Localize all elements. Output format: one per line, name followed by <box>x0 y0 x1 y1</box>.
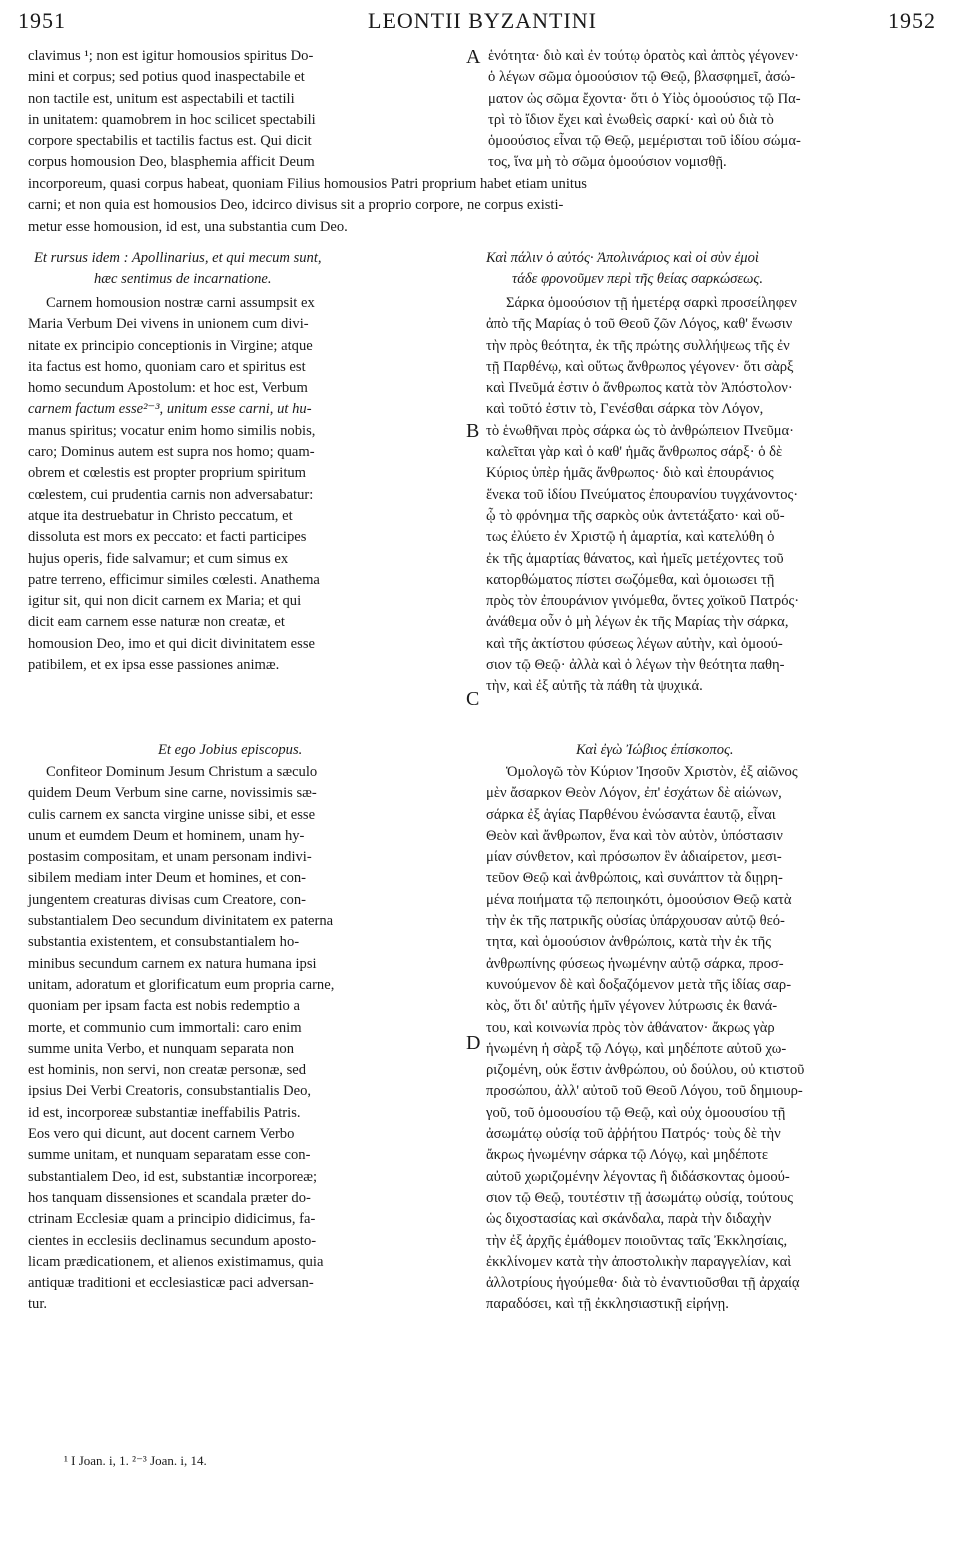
text-line: minibus secundum carnem ex natura humana ipsi <box>28 955 317 972</box>
text-line: ἀνθρωπίνης φύσεως ἡνωμένην αὐτῷ σάρκα, προσ- <box>486 955 784 972</box>
text-line: τητα, καὶ ὁμοούσιον ἀνθρώποις, κατὰ τὴν ἐκ τῆς <box>486 934 771 951</box>
text-line: antiquæ traditioni et ecclesiasticæ paci adversan- <box>28 1275 314 1292</box>
text-line: unitam, adoratum et glorificatum eum propria carne, <box>28 976 335 993</box>
text-line: patre terreno, efficimur similes cœlesti. Anathema <box>28 571 320 588</box>
text-line: nitate ex principio conceptionis in Virgine; atque <box>28 337 313 354</box>
section2-heading-latin: Et ego Jobius episcopus. <box>158 742 303 758</box>
text-line: Σάρκα ὁμοούσιον τῇ ἡμετέρᾳ σαρκὶ προσείληφεν <box>506 295 797 311</box>
text-line: ᾧ τὸ φρόνημα τῆς σαρκὸς οὐκ ἀντετάξατο· καὶ οὕ- <box>486 507 785 524</box>
text-line: summe unitam, et nunquam separatam esse con- <box>28 1147 311 1164</box>
text-line: obrem et cœlestis est propter proprium spiritum <box>28 465 307 482</box>
text-line: culis carnem ex sancta virgine unisse sibi, et esse <box>28 806 316 823</box>
text-line: postasim compositam, et unam personam indivi- <box>28 849 312 866</box>
text-line: mini et corpus; sed potius quod inaspectabile et <box>28 69 305 86</box>
text-line: τως ἐλύετο ἐν Χριστῷ ἡ ἁμαρτία, καὶ κατελύθη ὁ <box>486 529 775 546</box>
text-line: patibilem, et ex ipsa esse passiones animæ. <box>28 657 280 674</box>
text-line: του, καὶ κοινωνία πρὸς τὸν ἀθάνατον· ἄκρως γὰρ <box>486 1019 775 1036</box>
text-line: clavimus ¹; non est igitur homousios spiritus Do- <box>28 48 314 64</box>
text-line: dissoluta est mors ex peccato: et facti participes <box>28 529 307 546</box>
text-line: ὡς διχοστασίας καὶ σκάνδαλα, παρὰ τὴν διδαχὴν <box>486 1211 772 1228</box>
page-number-right: 1952 <box>888 8 936 33</box>
text-line: ριζομένη, οὐκ ἔστιν ἀνθρώπου, οὐ δούλου, οὐ κτιστοῦ <box>486 1062 805 1079</box>
text-line: incorporeum, quasi corpus habeat, quoniam Filius homousios Patri proprium habet etiam unitus <box>28 176 587 192</box>
text-line: corpus homousion Deo, blasphemia afficit Deum <box>28 154 315 171</box>
text-line: ἀνάθεμα οὖν ὁ μὴ λέγων ἐκ τῆς Μαρίας τὴν σάρκα, <box>486 614 789 631</box>
text-line: hujus operis, fide salvamur; et cum simus ex <box>28 550 289 567</box>
text-line: quoniam per ipsam facta est nobis redemptio a <box>28 998 300 1015</box>
text-line: τὴν ἐξ ἀρχῆς ἐμάθομεν ποιοῦντας ταῖς Ἐκκλησίαις, <box>486 1232 788 1249</box>
top-right-column <box>488 46 801 174</box>
margin-letter-c: C <box>466 688 480 710</box>
text-line: μὲν ἄσαρκον Θεὸν Λόγον, ἐπ' ἐσχάτων δὲ αἰώνων, <box>486 785 782 802</box>
text-line: Confiteor Dominum Jesum Christum a sæculo <box>46 764 318 780</box>
text-line: licam prædicationem, et alienos existimamus, quia <box>28 1253 324 1270</box>
text-line: ipsius Dei Verbi Creatoris, consubstantialis Deo, <box>28 1083 312 1100</box>
text-line: τὴν πρὸς θεότητα, ἐκ τῆς πρώτης συλλήψεως τῆς ἐν <box>486 337 790 354</box>
text-line: summe unita Verbo, et nunquam separata non <box>28 1040 295 1057</box>
text-line: τὸ ἑνωθῆναι πρὸς σάρκα ὡς τὸ ἀνθρώπειον Πνεῦμα· <box>486 422 795 439</box>
text-line: κυνούμενον δὲ καὶ δοξαζόμενον μετὰ τῆς ἰδίας σαρ- <box>486 976 792 993</box>
text-line: Ὁμολογῶ τὸν Κύριον Ἰησοῦν Χριστὸν, ἐξ αἰῶνος <box>506 764 798 780</box>
text-line: dicit eam carnem esse naturæ non creatæ, et <box>28 614 285 631</box>
footnote: ¹ I Joan. i, 1. ²⁻³ Joan. i, 14. <box>64 1453 207 1468</box>
text-line: καὶ τῆς ἀκτίστου φύσεως λέγων αὐτὴν, καὶ ὁμοού- <box>486 635 783 652</box>
text-line: manus spiritus; vocatur enim homo similis nobis, <box>28 422 316 439</box>
text-line: προσώπου, ἀλλ' αὐτοῦ τοῦ Θεοῦ Λόγου, τοῦ δημιουρ- <box>486 1083 803 1100</box>
margin-letter-a: A <box>466 46 481 68</box>
text-line: ἡνωμένη ἡ σὰρξ τῷ Λόγῳ, καὶ μηδέποτε αὐτοῦ χω- <box>486 1040 787 1057</box>
text-line: παραδόσει, καὶ τῇ ἐκκλησιαστικῇ εἰρήνῃ. <box>486 1296 729 1313</box>
text-line: Carnem homousion nostræ carni assumpsit ex <box>46 295 315 311</box>
margin-letter-d: D <box>466 1032 481 1054</box>
text-line: ματον ὡς σῶμα ἔχοντα· ὅτι ὁ Υἱὸς ὁμοούσιος τῷ Πα- <box>488 90 801 107</box>
text-line: μίαν σύνθετον, καὶ πρόσωπον ἓν ἀδιαίρετον, μεσι- <box>486 849 782 866</box>
text-line: σάρκα ἐξ ἁγίας Παρθένου ἑνώσαντα ἑαυτῷ, εἶναι <box>486 806 776 823</box>
text-line: τὴν, καὶ ἐξ αὐτῆς τὰ πάθη τὰ ψυχικά. <box>486 678 703 695</box>
page-number-left: 1951 <box>18 8 66 33</box>
text-line: τὴν ἐκ τῆς πατρικῆς οὐσίας ὑπάρχουσαν αὐτῷ θεό- <box>486 913 785 930</box>
text-line: homousion Deo, imo et qui dicit divinitatem esse <box>28 635 315 652</box>
text-line: ἐκκλίνομεν κατὰ τὴν ἀποστολικὴν παραγγελίαν, καὶ <box>486 1253 792 1270</box>
heading-line: hæc sentimus de incarnatione. <box>94 271 272 288</box>
text-line: cientes in ecclesiis declinamus secundum aposto- <box>28 1232 317 1249</box>
text-line: σιον τῷ Θεῷ· ἀλλὰ καὶ ὁ λέγων τὴν θεότητα παθη- <box>486 657 785 674</box>
text-line: καὶ Πνεῦμά ἐστιν ὁ ἄνθρωπος κατὰ τὸν Ἀπόστολον· <box>486 380 793 397</box>
text-line: substantialem Deo secundum divinitatem ex paterna <box>28 913 334 930</box>
text-line: ὁ λέγων σῶμα ὁμοούσιον τῷ Θεῷ, βλασφημεῖ, ἀσώ- <box>488 69 796 86</box>
text-line: igitur sit, qui non dicit carnem ex Maria; et qui <box>28 593 302 610</box>
text-line: ctrinam Ecclesiæ quam a principio didicimus, fa- <box>28 1211 316 1228</box>
text-line: μένα ποιήματα τῷ πεποιηκότι, ὁμοούσιον Θεῷ κατὰ <box>486 891 792 908</box>
text-line: in unitatem: quamobrem in hoc scilicet spectabili <box>28 111 316 128</box>
section1-heading-greek <box>486 248 763 291</box>
text-line: καλεῖται γὰρ καὶ ὁ καθ' ἡμᾶς ἄνθρωπος σάρξ· ὁ δὲ <box>486 444 783 461</box>
text-line: Κύριος ὑπὲρ ἡμᾶς ἄνθρωπος· διὸ καὶ ἐπουράνιος <box>486 465 774 482</box>
text-line: quidem Deum Verbum sine carne, novissimis sæ- <box>28 785 317 802</box>
text-line: ἀλλοτρίους ἡγούμεθα· διὰ τὸ ἐναντιοῦσθαι τῇ ἀρχαίᾳ <box>486 1275 800 1292</box>
text-line: τος, ἵνα μὴ τὸ σῶμα ὁμοούσιον νομισθῇ. <box>488 154 727 171</box>
text-line: ἐκ τῆς ἁμαρτίας θάνατος, καὶ ἡμεῖς μετέχοντες τοῦ <box>486 550 784 567</box>
section1-heading-latin <box>34 248 322 291</box>
text-line: τῇ Παρθένῳ, καὶ οὕτως ἄνθρωπος γέγονεν· ὅτι σὰρξ <box>486 358 794 375</box>
running-title: LEONTII BYZANTINI <box>368 8 597 33</box>
text-line: γοῦ, τοῦ ὁμοουσίου τῷ Θεῷ, καὶ οὐχ ὁμοουσίου τῇ <box>486 1104 786 1121</box>
text-line: substantia existentem, et consubstantialem ho- <box>28 934 300 951</box>
text-line: Maria Verbum Dei vivens in unionem cum divi- <box>28 316 309 333</box>
margin-letter-b: B <box>466 420 480 442</box>
section2-heading-greek: Καὶ ἐγὼ Ἰώβιος ἐπίσκοπος. <box>576 742 734 758</box>
text-line: unum et eumdem Deum et hominem, unam hy- <box>28 827 305 844</box>
text-line: ἑνότητα· διὸ καὶ ἐν τούτῳ ὁρατὸς καὶ ἁπτὸς γέγονεν· <box>488 48 799 64</box>
text-line: id est, incorporeæ substantiæ ineffabilis Patris. <box>28 1104 301 1121</box>
heading-line: Καὶ πάλιν ὁ αὐτός· Ἀπολινάριος καὶ οἱ σὺν ἐμοὶ <box>486 250 759 266</box>
text-line: substantialem Deo, id est, substantiæ incorporeæ; <box>28 1168 317 1185</box>
text-line: caro; Dominus autem est supra nos homo; quam- <box>28 444 315 461</box>
text-line: ἄκρως ἡνωμένην σάρκα τῷ Λόγῳ, καὶ μηδέποτε <box>486 1147 769 1164</box>
text-line: κατορθώματος πίστει σωζόμεθα, καὶ ὁμοιωσει τῇ <box>486 571 775 588</box>
text-line: ἀσωμάτῳ οὐσίᾳ τοῦ ἀῤῥήτου Πατρός· τοὺς δὲ τὴν <box>486 1126 781 1143</box>
text-line: ita factus est homo, quoniam caro et spiritus est <box>28 358 306 375</box>
text-line: est hominis, non servi, non creatæ personæ, sed <box>28 1062 307 1079</box>
text-line: σιον τῷ Θεῷ, τουτέστιν τῇ ἀσωμάτῳ οὐσίᾳ, τούτους <box>486 1189 793 1206</box>
text-line: morte, et communio cum immortali: caro enim <box>28 1019 302 1036</box>
section1-latin-column <box>28 293 320 676</box>
heading-line: Et rursus idem : Apollinarius, et qui mecum sunt, <box>34 250 322 266</box>
section2-latin-column <box>28 762 334 1316</box>
text-line: Θεὸν καὶ ἄνθρωπον, ἕνα καὶ τὸν αὐτὸν, ὑπόστασιν <box>486 827 783 844</box>
text-line: jungentem creaturas divisas cum Creatore, con- <box>28 891 306 908</box>
text-line: metur esse homousion, id est, una substantia cum Deo. <box>28 218 348 235</box>
text-line: sibilem mediam inter Deum et homines, et con- <box>28 870 307 887</box>
full-width-text <box>28 174 587 238</box>
heading-line: τάδε φρονοῦμεν περὶ τῆς θείας σαρκώσεως. <box>512 271 763 288</box>
text-line: Eos vero qui dicunt, aut docent carnem Verbo <box>28 1126 295 1143</box>
text-line: ἕνεκα τοῦ ἰδίου Πνεύματος ἐπουρανίου τυγχάνοντος· <box>486 486 799 503</box>
text-line: πρὸς τὸν ἐπουράνιον γινόμεθα, ὄντες χοϊκοῦ Πατρός· <box>486 593 800 610</box>
text-line: homo secundum Apostolum: et hoc est, Verbum <box>28 380 308 397</box>
text-line: τρὶ τὸ ἴδιον ἔχει καὶ ἑνωθεὶς σαρκί· καὶ οὐ διὰ τὸ <box>488 111 774 128</box>
text-line: corpore spectabilis et tactilis factus est. Qui dicit <box>28 133 312 150</box>
text-line: non tactile est, unitum est aspectabili et tactili <box>28 90 295 107</box>
text-line: κὸς, ὅτι δι' αὐτῆς ἡμῖν γέγονεν λύτρωσις ἐκ θανά- <box>486 998 778 1015</box>
text-line: carni; et non quia est homousios Deo, idcirco divisus sit a proprio corpore, ne corpus existi- <box>28 197 564 214</box>
text-line: cœlestem, cui prudentia carnis non adversabatur: <box>28 486 314 503</box>
text-line: τεῦον Θεῷ καὶ ἀνθρώποις, καὶ συνάπτον τὰ διῃρη- <box>486 870 783 887</box>
text-line: αὐτοῦ χωριζομένην λέγοντας ἢ διδάσκοντας ὁμοού- <box>486 1168 790 1185</box>
text-line: atque ita destruebatur in Christo peccatum, et <box>28 507 293 524</box>
top-left-column <box>28 46 316 174</box>
section2-greek-column <box>486 762 804 1316</box>
text-line: tur. <box>28 1296 48 1313</box>
text-line: hos tanquam dissensiones et scandala præter do- <box>28 1189 311 1206</box>
section1-greek-column <box>486 293 799 698</box>
text-line: ἀπὸ τῆς Μαρίας ὁ τοῦ Θεοῦ ζῶν Λόγος, καθ' ἕνωσιν <box>486 316 793 333</box>
text-line: carnem factum esse²⁻³, unitum esse carni, ut hu- <box>28 401 312 418</box>
text-line: ὁμοούσιος εἶναι τῷ Θεῷ, μεμέρισται τοῦ ἰδίου σώμα- <box>488 133 801 150</box>
text-line: καὶ τοῦτό ἐστιν τὸ, Γενέσθαι σάρκα τὸν Λόγον, <box>486 401 764 418</box>
